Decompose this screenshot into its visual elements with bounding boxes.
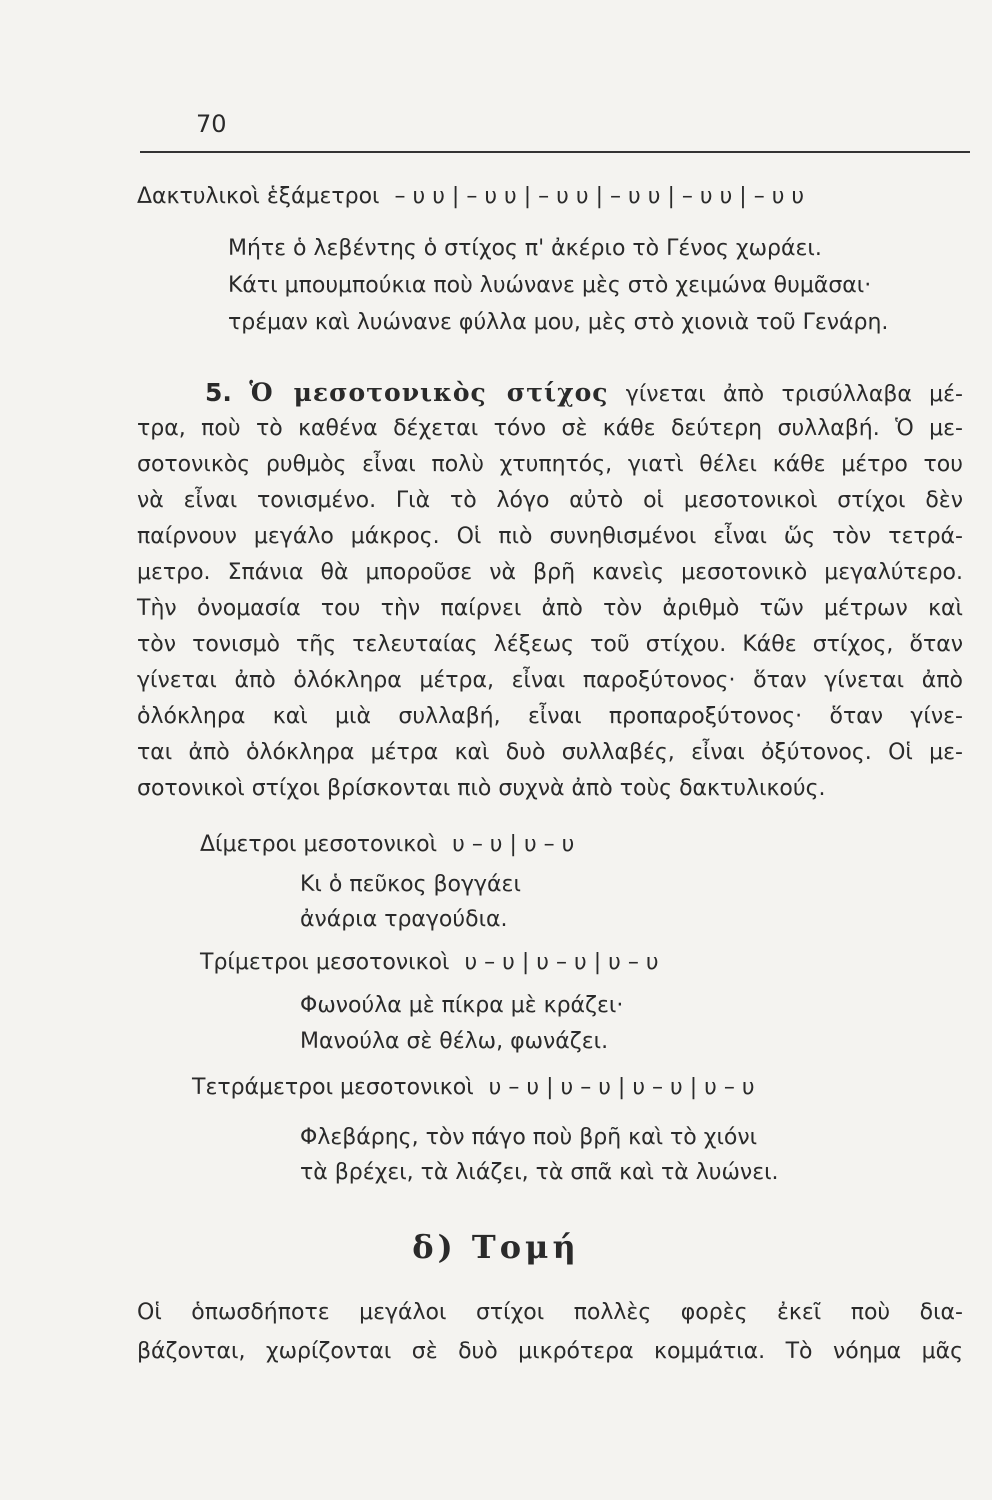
dactylic-verse-3: τρέμαν καὶ λυώνανε φύλλα μου, μὲς στὸ χιονιὰ τοῦ Γενάρη. bbox=[228, 310, 889, 335]
dimetroi-heading bbox=[200, 834, 574, 856]
section5-line: σοτονικοὶ στίχοι βρίσκονται πιὸ συχνὰ ἀπὸ τοὺς δακτυλικούς. bbox=[137, 776, 826, 801]
dactylic-scheme: – υ υ | – υ υ | – υ υ | – υ υ | – υ υ | – υ υ bbox=[394, 184, 805, 209]
section5-title: Ὁ μεσοτονικὸς στίχος bbox=[249, 378, 609, 407]
tetrametroi-label: Τετράμετροι μεσοτονικοὶ bbox=[192, 1075, 474, 1100]
header-rule bbox=[140, 151, 970, 153]
tetrametroi-scheme: υ – υ | υ – υ | υ – υ | υ – υ bbox=[488, 1075, 755, 1100]
trimetroi-heading bbox=[200, 952, 659, 974]
section-d-heading: δ) Τομή bbox=[412, 1228, 580, 1266]
trimetroi-label: Τρίμετροι μεσοτονικοὶ bbox=[200, 950, 450, 975]
dactylic-label: Δακτυλικοὶ ἑξάμετροι bbox=[137, 184, 380, 209]
tetrametroi-verse-2: τὰ βρέχει, τὰ λιάζει, τὰ σπᾶ καὶ τὰ λυώνει. bbox=[300, 1160, 779, 1185]
page-number: 70 bbox=[196, 110, 227, 138]
dactylic-heading bbox=[137, 186, 804, 208]
trimetroi-verse-2: Μανούλα σὲ θέλω, φωνάζει. bbox=[300, 1029, 609, 1054]
trimetroi-verse-1: Φωνούλα μὲ πίκρα μὲ κράζει· bbox=[300, 993, 624, 1018]
dimetroi-scheme: υ – υ | υ – υ bbox=[452, 832, 575, 857]
dactylic-verse-2: Κάτι μπουμπούκια ποὺ λυώνανε μὲς στὸ χειμώνα θυμᾶσαι· bbox=[228, 273, 872, 298]
dimetroi-label: Δίμετροι μεσοτονικοὶ bbox=[200, 832, 438, 857]
section5-line: σοτονικὸς ρυθμὸς εἶναι πολὺ χτυπητός, γιατὶ θέλει κάθε μέτρο του bbox=[137, 452, 963, 477]
dimetroi-verse-1: Κι ὁ πεῦκος βογγάει bbox=[300, 872, 521, 897]
section5-line: νὰ εἶναι τονισμένο. Γιὰ τὸ λόγο αὐτὸ οἱ μεσοτονικοὶ στίχοι δὲν bbox=[137, 488, 963, 513]
section5-line: τρα, ποὺ τὸ καθένα δέχεται τόνο σὲ κάθε δεύτερη συλλαβή. Ὁ με- bbox=[137, 416, 963, 441]
section5-line: παίρνουν μεγάλο μάκρος. Οἱ πιὸ συνηθισμένοι εἶναι ὥς τὸν τετρά- bbox=[137, 524, 963, 549]
section5-line: γίνεται ἀπὸ ὁλόκληρα μέτρα, εἶναι παροξύτονος· ὅταν γίνεται ἀπὸ bbox=[137, 668, 963, 693]
section5-line: ται ἀπὸ ὁλόκληρα μέτρα καὶ δυὸ συλλαβές, εἶναι ὀξύτονος. Οἱ με- bbox=[137, 740, 963, 765]
section5-number: 5. bbox=[205, 378, 232, 407]
section5-first-line bbox=[205, 380, 963, 406]
section5-line: τὸν τονισμὸ τῆς τελευταίας λέξεως τοῦ στίχου. Κάθε στίχος, ὅταν bbox=[137, 632, 963, 657]
dimetroi-verse-2: ἀνάρια τραγούδια. bbox=[300, 907, 508, 932]
section5-first-line-text: γίνεται ἀπὸ τρισύλλαβα μέ- bbox=[625, 382, 963, 407]
dactylic-verse-1: Μήτε ὁ λεβέντης ὁ στίχος π' ἀκέριο τὸ Γένος χωράει. bbox=[228, 236, 822, 261]
trimetroi-scheme: υ – υ | υ – υ | υ – υ bbox=[464, 950, 659, 975]
tetrametroi-verse-1: Φλεβάρης, τὸν πάγο ποὺ βρῆ καὶ τὸ χιόνι bbox=[300, 1125, 758, 1150]
section5-line: ὁλόκληρα καὶ μιὰ συλλαβή, εἶναι προπαροξύτονος· ὅταν γίνε- bbox=[137, 704, 963, 729]
section5-line: Τὴν ὀνομασία του τὴν παίρνει ἀπὸ τὸν ἀριθμὸ τῶν μέτρων καὶ bbox=[137, 596, 963, 621]
section-d-line: βάζονται, χωρίζονται σὲ δυὸ μικρότερα κομμάτια. Τὸ νόημα μᾶς bbox=[137, 1339, 963, 1364]
tetrametroi-heading bbox=[192, 1077, 755, 1099]
section5-line: μετρο. Σπάνια θὰ μποροῦσε νὰ βρῆ κανεὶς μεσοτονικὸ μεγαλύτερο. bbox=[137, 560, 963, 585]
section-d-line: Οἱ ὁπωσδήποτε μεγάλοι στίχοι πολλὲς φορὲς ἐκεῖ ποὺ δια- bbox=[137, 1300, 963, 1325]
